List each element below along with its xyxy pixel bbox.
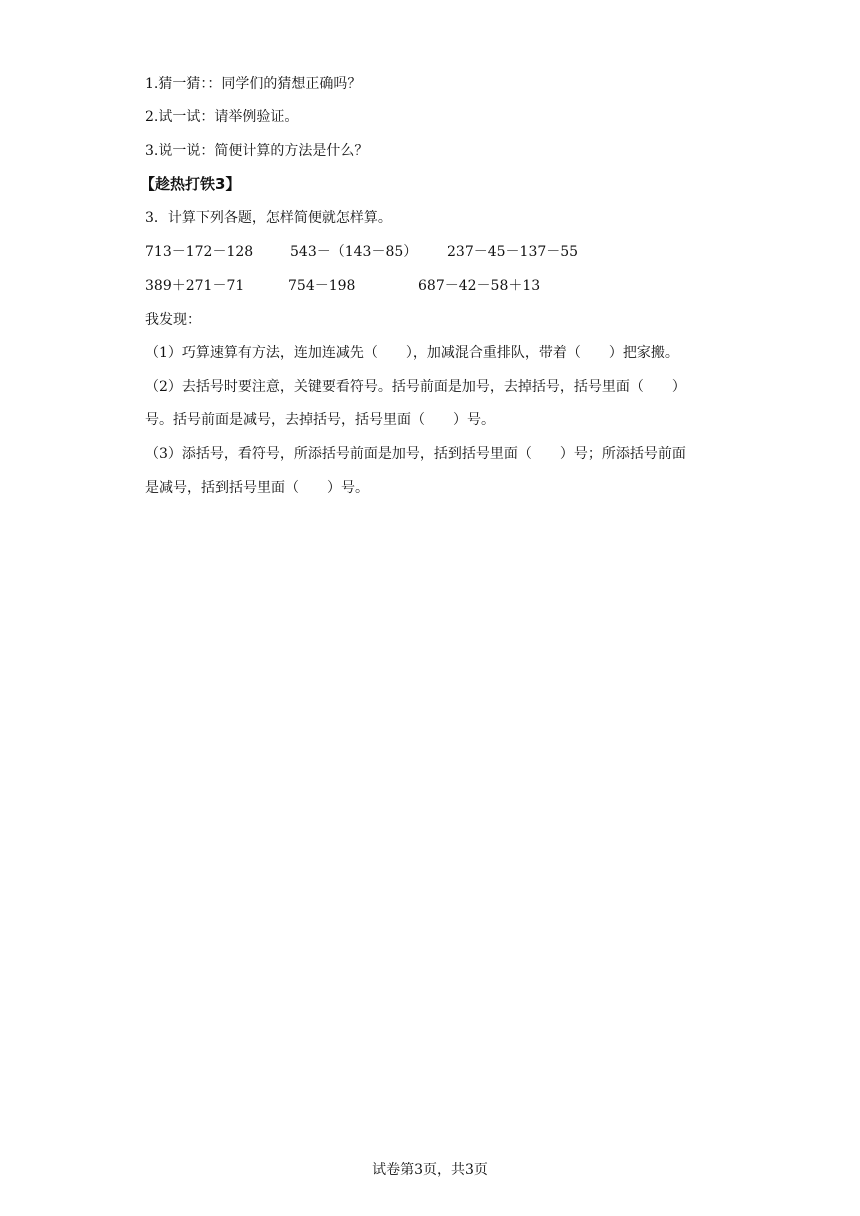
section-heading: 【趁热打铁3】 — [140, 175, 241, 193]
question-say: 3.说一说：简便计算的方法是什么？ — [145, 143, 369, 159]
page-footer: 试卷第3页，共3页 — [372, 1162, 488, 1178]
question-try: 2.试一试：请举例验证。 — [145, 109, 299, 125]
expression-1: 713－172－128 — [145, 244, 254, 260]
question-guess: 1.猜一猜：：同学们的猜想正确吗？ — [145, 76, 362, 92]
finding-3-line-1: （3）添括号，看符号，所添括号前面是加号，括到括号里面（ ）号；所添括号前面 — [145, 446, 686, 462]
findings-label: 我发现： — [145, 312, 201, 328]
expression-6: 687－42－58＋13 — [418, 278, 541, 294]
finding-3-line-2: 是减号，括到括号里面（ ）号。 — [145, 480, 369, 496]
expression-5: 754－198 — [288, 278, 356, 294]
expression-4: 389＋271－71 — [145, 278, 245, 294]
finding-1: （1）巧算速算有方法，连加连减先（ ），加减混合重排队，带着（ ）把家搬。 — [145, 345, 679, 361]
expression-3: 237－45－137－55 — [447, 244, 579, 260]
finding-2-line-2: 号。括号前面是减号，去掉括号，括号里面（ ）号。 — [145, 412, 495, 428]
expression-2: 543－（143－85） — [290, 244, 418, 260]
finding-2-line-1: （2）去括号时要注意，关键要看符号。括号前面是加号，去掉括号，括号里面（ ） — [145, 379, 686, 395]
exercise-prompt: 3．计算下列各题，怎样简便就怎样算。 — [145, 210, 392, 226]
